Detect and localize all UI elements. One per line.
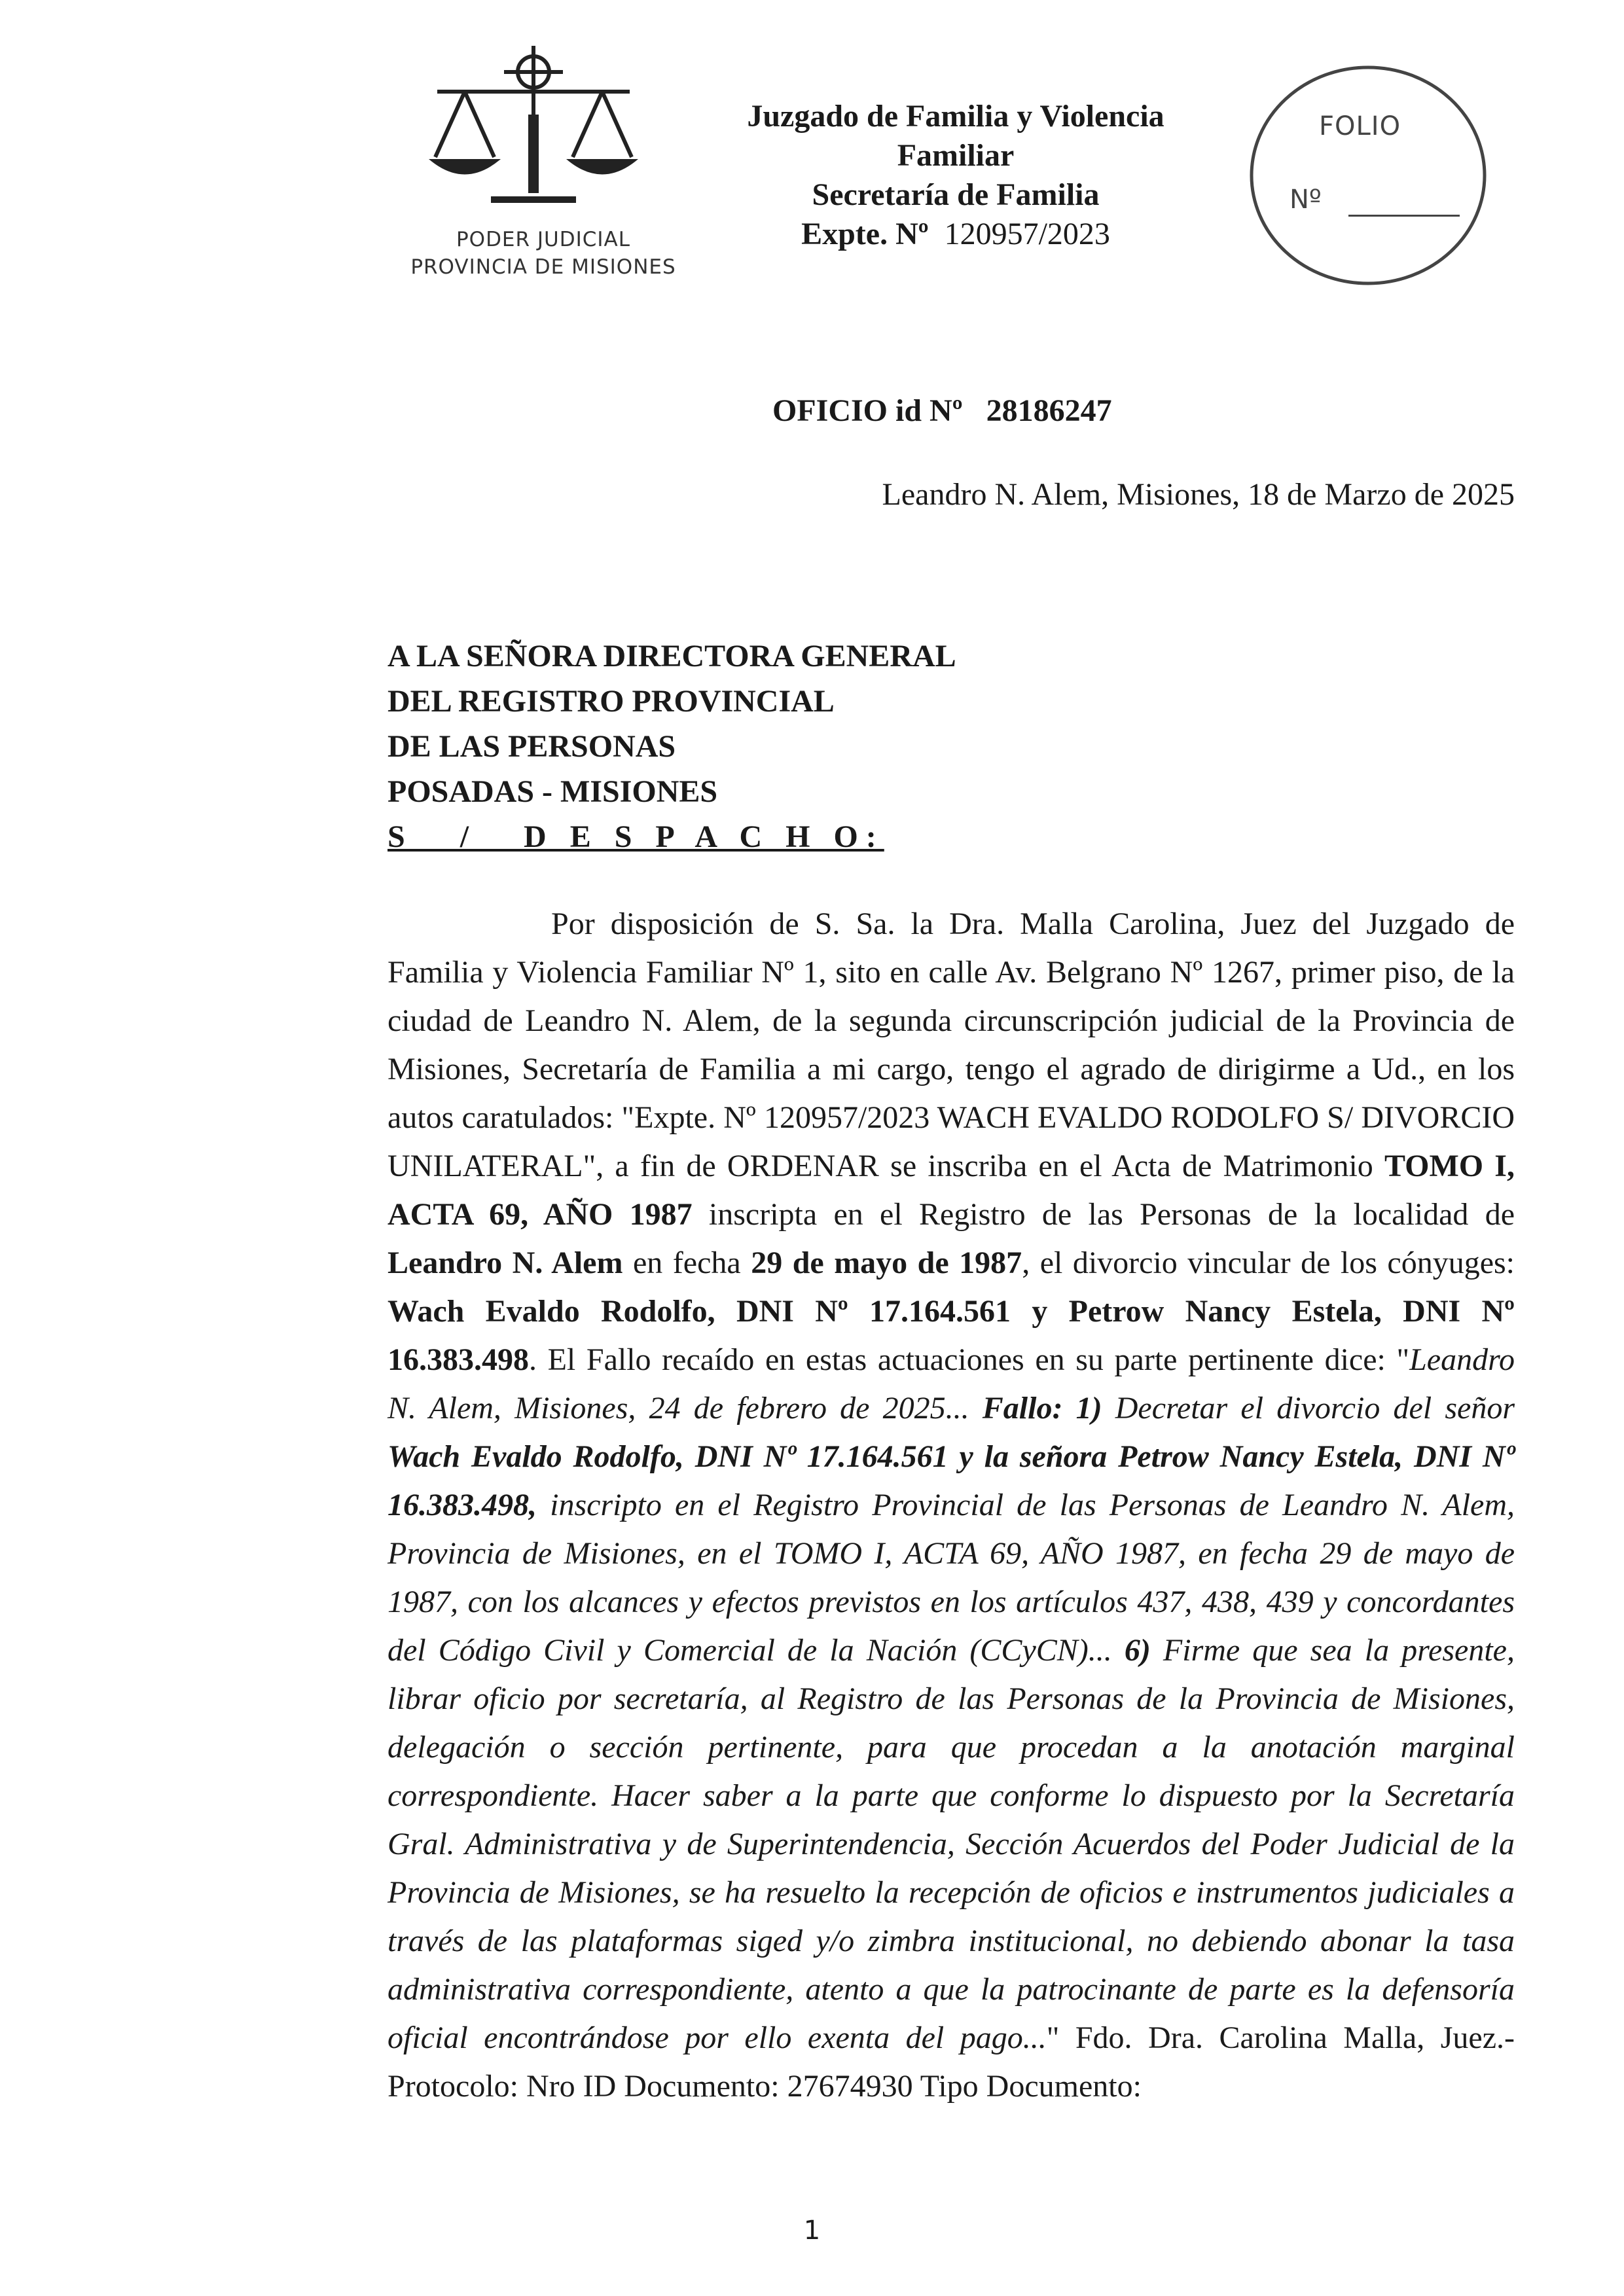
body-text-3: en fecha (623, 1246, 751, 1280)
acta-reference: TOMO I, ACTA 69, AÑO 1987 (388, 1149, 1515, 1232)
expte-number: 120957/2023 (944, 217, 1110, 251)
court-name-line2: Familiar (897, 138, 1015, 173)
addressee-line3: DE LAS PERSONAS (388, 729, 676, 764)
expte-line (707, 215, 1204, 254)
ruling-bold-1: Fallo: 1) (982, 1391, 1102, 1426)
oficio-number: 28186247 (986, 393, 1112, 428)
despacho-line: S / D E S P A C H O: (388, 819, 884, 854)
document-date: Leandro N. Alem, Misiones, 18 de Marzo de 2025 (882, 477, 1515, 512)
logo-text-line2: PROVINCIA DE MISIONES (410, 255, 676, 279)
locality: Leandro N. Alem (388, 1246, 623, 1280)
logo-text-line1: PODER JUDICIAL (456, 228, 631, 251)
folio-stamp (1244, 65, 1492, 295)
court-header (707, 97, 1204, 254)
ruling-text-4: Firme que sea la presente, librar oficio por secretaría, al Registro de las Personas de la Provincia de Misiones, delegación o sección pertinente, para que procedan a la anotación marginal correspondiente. Hacer saber a la parte que conforme lo dispuesto por la Secretaría Gral. Administrativa y de Superintendencia, Sección Acuerdos del Poder Judicial de la Provincia de Misiones, se ha resuelto la recepción de oficios e instrumentos judiciales a través de las plataformas siged y/o zimbra institucional, no debiendo abonar la tasa administrativa correspondiente, atento a que la patrocinante de parte es la defensoría oficial encontrándose por ello exenta del pago... (388, 1633, 1515, 2055)
ruling-bold-2: Wach Evaldo Rodolfo, DNI Nº 17.164.561 y la señora Petrow Nancy Estela, DNI Nº 16.383.498, (388, 1439, 1515, 1522)
expte-label: Expte. Nº (801, 217, 929, 251)
folio-label: FOLIO (1319, 111, 1401, 141)
folio-number-line (1348, 215, 1460, 217)
body-text-1: Por disposición de S. Sa. la Dra. Malla Carolina, Juez del Juzgado de Familia y Violencia Familiar Nº 1, sito en calle Av. Belgrano Nº 1267, primer piso, de la ciudad de Leandro N. Alem, de la segunda circunscripción judicial de la Provincia de Misiones, Secretaría de Familia a mi cargo, tengo el agrado de dirigirme a Ud., en los autos caratulados: "Expte. Nº 120957/2023 WACH EVALDO RODOLFO S/ DIVORCIO UNILATERAL", a fin de ORDENAR se inscriba en el Acta de Matrimonio (388, 906, 1515, 1183)
scales-of-justice-icon (425, 43, 641, 239)
folio-circle-icon (1244, 65, 1492, 295)
folio-number-label: Nº (1290, 185, 1322, 215)
addressee-line1: A LA SEÑORA DIRECTORA GENERAL (388, 639, 956, 673)
body-text-5: . El Fallo recaído en estas actuaciones en su parte pertinente dice: " (529, 1342, 1410, 1377)
addressee-line2: DEL REGISTRO PROVINCIAL (388, 684, 835, 719)
oficio-id (772, 393, 1112, 429)
spouses-names: Wach Evaldo Rodolfo, DNI Nº 17.164.561 y Petrow Nancy Estela, DNI Nº 16.383.498 (388, 1294, 1515, 1377)
marriage-date: 29 de mayo de 1987 (751, 1246, 1022, 1280)
body-text-2: inscripta en el Registro de las Personas de la localidad de (692, 1197, 1515, 1232)
court-logo (403, 43, 684, 291)
body-text-6: " Fdo. Dra. Carolina Malla, Juez.- Protocolo: Nro ID Documento: 27674930 Tipo Documento: (388, 2020, 1515, 2104)
ruling-text-1: Leandro N. Alem, Misiones, 24 de febrero de 2025... (388, 1342, 1515, 1426)
body-text-4: , el divorcio vincular de los cónyuges: (1022, 1246, 1515, 1280)
ruling-bold-3: 6) (1124, 1633, 1151, 1668)
secretaria-name: Secretaría de Familia (812, 177, 1100, 212)
oficio-label: OFICIO id Nº (772, 393, 963, 428)
court-name-line1: Juzgado de Familia y Violencia (747, 99, 1164, 134)
ruling-text-2: Decretar el divorcio del señor (1102, 1391, 1515, 1426)
ruling-text-3: inscripto en el Registro Provincial de las Personas de Leandro N. Alem, Provincia de Misiones, en el TOMO I, ACTA 69, AÑO 1987, en fecha 29 de mayo de 1987, con los alcances y efectos previstos en los artículos 437, 438, 439 y concordantes del Código Civil y Comercial de la Nación (CCyCN)... (388, 1488, 1515, 1668)
page-number: 1 (803, 2215, 821, 2246)
body-paragraph (388, 900, 1515, 2111)
addressee-block (388, 634, 956, 859)
addressee-line4: POSADAS - MISIONES (388, 774, 718, 809)
